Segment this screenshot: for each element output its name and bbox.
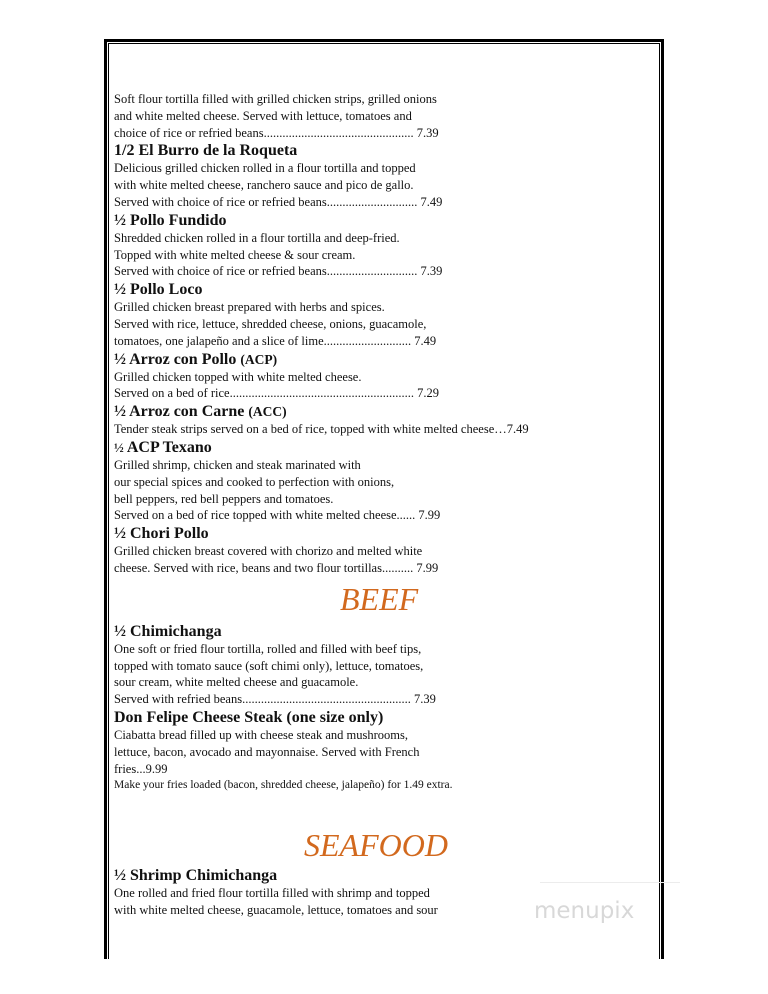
section-heading-seafood: SEAFOOD (304, 827, 448, 864)
menu-page (114, 91, 654, 919)
menu-item (114, 403, 654, 438)
item-description-line: Grilled shrimp, chicken and steak marinated with (114, 457, 361, 472)
item-description-line: with white melted cheese, ranchero sauce and pico de gallo. (114, 178, 414, 193)
item-description-line: Grilled chicken topped with white melted cheese. (114, 369, 362, 384)
item-description-line: with white melted cheese, guacamole, lettuce, tomatoes and sour (114, 903, 438, 918)
item-description-line: One rolled and fried flour tortilla filled with shrimp and topped (114, 886, 430, 901)
item-title: ½ Pollo Fundido (114, 211, 227, 229)
item-description-line: One soft or fried flour tortilla, rolled and filled with beef tips, (114, 641, 422, 656)
watermark-logo (534, 898, 634, 924)
item-title: ½ Chori Pollo (114, 525, 209, 543)
item-title-code: (ACC) (248, 404, 287, 420)
item-title: ½ Pollo Loco (114, 281, 203, 299)
item-description-line: Soft flour tortilla filled with grilled chicken strips, grilled onions (114, 92, 437, 106)
item-description-line: Served on a bed of rice topped with white melted cheese...... 7.99 (114, 508, 441, 523)
item-title: ½ Shrimp Chimichanga (114, 867, 278, 885)
item-description-line: Shredded chicken rolled in a flour tortilla and deep-fried. (114, 230, 400, 245)
item-title: ½ Chimichanga (114, 622, 222, 640)
item-description-line: Served with choice of rice or refried beans............................. 7.49 (114, 194, 443, 209)
item-title (114, 403, 654, 421)
item-description-line: Served with refried beans...................................................... 7.39 (114, 692, 436, 707)
item-description-line: tomatoes, one jalapeño and a slice of lime............................ 7.49 (114, 333, 437, 348)
item-title-text: ½ Arroz con Carne (114, 403, 245, 421)
item-description-line: Tender steak strips served on a bed of rice, topped with white melted cheese…7.49 (114, 422, 529, 437)
item-description-line: Served on a bed of rice........................................................... 7.29 (114, 386, 439, 401)
item-title-code: (ACP) (240, 351, 278, 367)
watermark-rule (540, 882, 680, 887)
menu-item (114, 281, 654, 349)
item-description-line: topped with tomato sauce (soft chimi only), lettuce, tomatoes, (114, 658, 424, 673)
item-description-line: bell peppers, red bell peppers and tomatoes. (114, 491, 334, 506)
item-description-line: Served with rice, lettuce, shredded cheese, onions, guacamole, (114, 316, 427, 331)
item-description-line: Served with choice of rice or refried beans............................. 7.39 (114, 264, 443, 279)
item-description-line: Topped with white melted cheese & sour cream. (114, 247, 356, 262)
section-heading-beef: BEEF (340, 580, 419, 617)
item-title-text: ½ Arroz con Pollo (114, 350, 237, 368)
item-note: Make your fries loaded (bacon, shredded cheese, jalapeño) for 1.49 extra. (114, 779, 453, 792)
watermark-text: menupix (534, 898, 635, 924)
item-title: Don Felipe Cheese Steak (one size only) (114, 708, 384, 726)
item-title (114, 351, 654, 369)
item-description-line: sour cream, white melted cheese and guacamole. (114, 675, 359, 690)
menu-item (114, 91, 654, 141)
menu-item (114, 212, 654, 280)
item-description-line: Grilled chicken breast covered with chorizo and melted white (114, 544, 423, 559)
menu-item (114, 439, 654, 524)
menu-item (114, 709, 654, 793)
menu-item (114, 525, 654, 577)
item-description-line: Ciabatta bread filled up with cheese steak and mushrooms, (114, 727, 409, 742)
menu-item (114, 623, 654, 708)
item-description-line: and white melted cheese. Served with lettuce, tomatoes and (114, 108, 412, 123)
item-description-line: choice of rice or refried beans................................................ 7.39 (114, 125, 439, 140)
item-description-line: lettuce, bacon, avocado and mayonnaise. Served with French (114, 744, 420, 759)
item-title (114, 439, 654, 457)
menu-item (114, 142, 654, 210)
item-description-line: fries...9.99 (114, 761, 168, 776)
item-description-line: Grilled chicken breast prepared with herbs and spices. (114, 300, 385, 315)
item-title-text: ACP Texano (126, 438, 212, 456)
item-description-line: Delicious grilled chicken rolled in a flour tortilla and topped (114, 161, 416, 176)
item-description-line: our special spices and cooked to perfection with onions, (114, 474, 395, 489)
item-title: 1/2 El Burro de la Roqueta (114, 142, 298, 160)
item-title-prefix: ½ (114, 439, 124, 455)
item-description-line: cheese. Served with rice, beans and two flour tortillas.......... 7.99 (114, 560, 439, 575)
menu-item (114, 351, 654, 403)
